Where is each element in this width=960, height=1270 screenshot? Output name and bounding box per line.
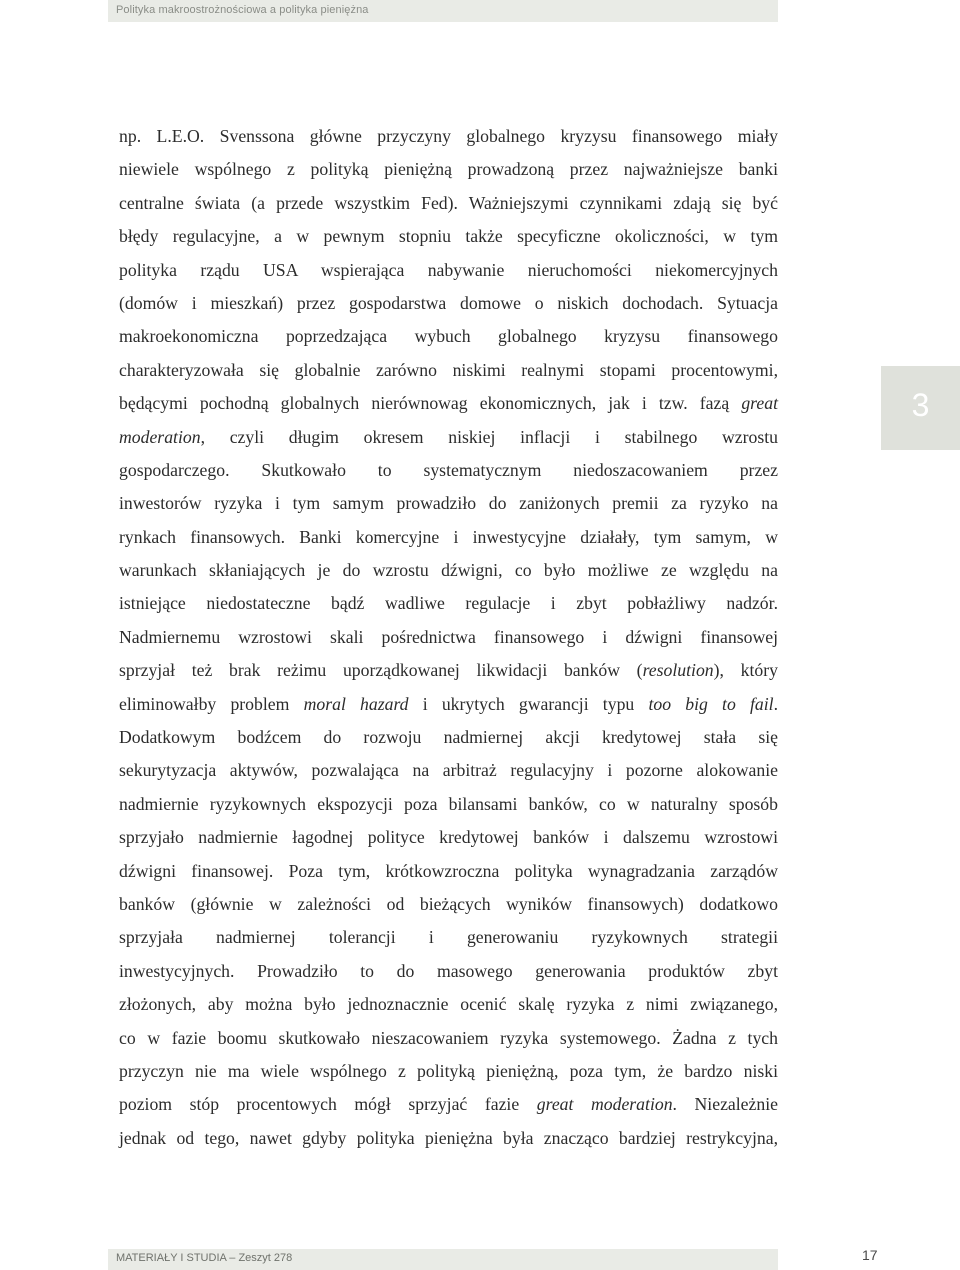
footer-series-title: MATERIAŁY I STUDIA – Zeszyt 278 xyxy=(116,1252,293,1264)
text-line: charakteryzowała się globalnie zarówno niskimi realnymi stopami procentowymi, xyxy=(119,359,778,380)
text-line: będącymi pochodną globalnych nierównowag ekonomicznych, jak i tzw. fazą great xyxy=(119,393,778,414)
chapter-number: 3 xyxy=(911,387,930,423)
text-line: banków (głównie w zależności od bieżących wyników finansowych) dodatkowo xyxy=(119,893,778,914)
text-line: (domów i mieszkań) przez gospodarstwa domowe o niskich dochodach. Sytuacja xyxy=(119,292,778,313)
italic-term: too big to fail xyxy=(648,693,774,714)
text-line: sekurytyzacja aktywów, pozwalająca na arbitraż regulacyjny i pozorne alokowanie xyxy=(119,760,778,781)
text-line: centralne świata (a przede wszystkim Fed). Ważniejszymi czynnikami zdają się być xyxy=(119,192,778,213)
italic-term: great xyxy=(741,393,778,414)
running-header xyxy=(108,0,778,22)
text-line: nadmiernie ryzykownych ekspozycji poza bilansami banków, co w naturalny sposób xyxy=(119,793,778,814)
text-line: moderation, czyli długim okresem niskiej inflacji i stabilnego wzrostu xyxy=(119,426,778,447)
text-line: Nadmiernemu wzrostowi skali pośrednictwa finansowego i dźwigni finansowej xyxy=(119,626,778,647)
text-line: przyczyn nie ma wiele wspólnego z polityką pieniężną, poza tym, że bardzo niski xyxy=(119,1060,778,1081)
text-line: gospodarczego. Skutkowało to systematycznym niedoszacowaniem przez xyxy=(119,459,778,480)
text-line: np. L.E.O. Svenssona główne przyczyny globalnego kryzysu finansowego miały xyxy=(119,126,778,146)
running-footer xyxy=(108,1249,778,1270)
body-paragraph xyxy=(119,120,778,1155)
text-line: istniejące niedostateczne bądź wadliwe regulacje i zbyt pobłażliwy nadzór. xyxy=(119,593,778,614)
text-line: sprzyjało nadmiernie łagodnej polityce kredytowej banków i dalszemu wzrostowi xyxy=(119,827,778,848)
text-line: polityka rządu USA wspierająca nabywanie nieruchomości niekomercyjnych xyxy=(119,259,778,280)
text-line: inwestorów ryzyka i tym samym prowadziło do zaniżonych premii za ryzyko na xyxy=(119,493,778,514)
text-line: poziom stóp procentowych mógł sprzyjać fazie great moderation. Niezależnie xyxy=(119,1094,778,1115)
text-line: warunkach skłaniających je do wzrostu dźwigni, co było możliwe ze względu na xyxy=(119,560,778,581)
text-line: rynkach finansowych. Banki komercyjne i inwestycyjne działały, tym samym, w xyxy=(119,526,778,547)
text-line: dźwigni finansowej. Poza tym, krótkowzroczna polityka wynagradzania zarządów xyxy=(119,860,778,881)
italic-term: great moderation xyxy=(536,1094,673,1115)
text-line: niewiele wspólnego z polityką pieniężną prowadzoną przez najważniejsze banki xyxy=(119,159,778,180)
text-line: sprzyjała nadmiernej tolerancji i generowaniu ryzykownych strategii xyxy=(119,927,778,948)
text-line: sprzyjał też brak reżimu uporządkowanej likwidacji banków (resolution), który xyxy=(119,660,778,681)
text-line: eliminowałby problem moral hazard i ukrytych gwarancji typu too big to fail. xyxy=(119,693,778,714)
text-line: co w fazie boomu skutkowało nieszacowaniem ryzyka systemowego. Żadna z tych xyxy=(119,1027,778,1048)
italic-term: moderation xyxy=(119,426,201,447)
text-line: złożonych, aby można było jednoznacznie ocenić skalę ryzyka z nimi związanego, xyxy=(119,994,778,1015)
text-line: makroekonomiczna poprzedzająca wybuch globalnego kryzysu finansowego xyxy=(119,326,778,347)
running-title: Polityka makroostrożnościowa a polityka pieniężna xyxy=(116,4,369,16)
italic-term: resolution xyxy=(642,660,714,681)
text-line: błędy regulacyjne, a w pewnym stopniu także specyficzne okoliczności, w tym xyxy=(119,226,778,247)
text-line: inwestycyjnych. Prowadziło to do masowego generowania produktów zbyt xyxy=(119,960,778,981)
text-line: Dodatkowym bodźcem do rozwoju nadmiernej akcji kredytowej stała się xyxy=(119,727,778,748)
italic-term: moral hazard xyxy=(303,693,409,714)
text-line: jednak od tego, nawet gdyby polityka pieniężna była znacząco bardziej restrykcyjna, xyxy=(119,1127,778,1148)
page-number: 17 xyxy=(862,1247,878,1263)
chapter-tab xyxy=(881,366,960,450)
